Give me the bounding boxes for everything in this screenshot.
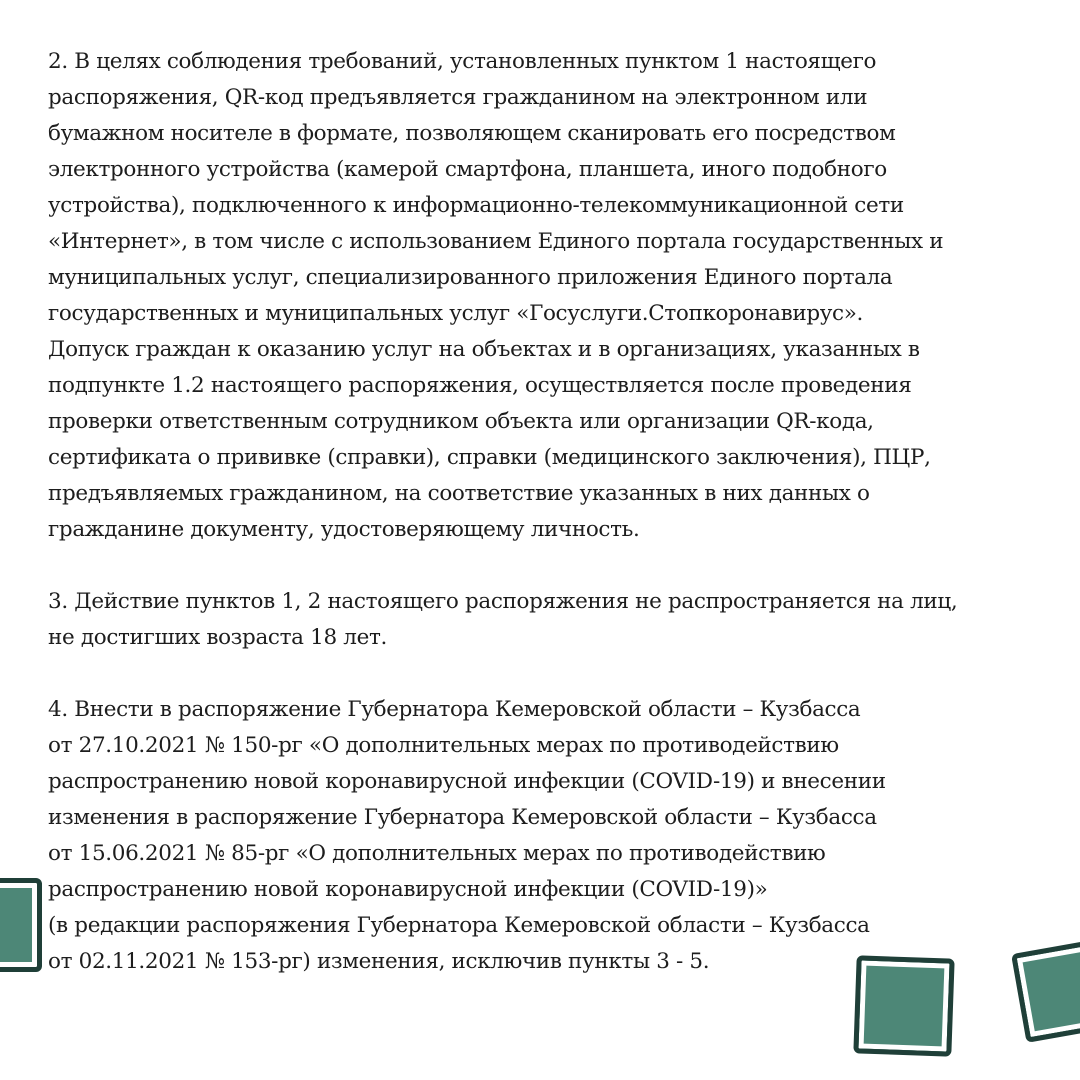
text-line: проверки ответственным сотрудником объекта или организации QR-кода, [48,409,874,434]
text-line: (в редакции распоряжения Губернатора Кемеровской области – Кузбасса [48,913,870,938]
decorative-square-right [1011,935,1080,1043]
text-line: предъявляемых гражданином, на соответствие указанных в них данных о [48,481,870,506]
text-line: гражданине документу, удостоверяющему личность. [48,517,640,542]
text-line: распространению новой коронавирусной инфекции (COVID-19) и внесении [48,769,886,794]
text-line: государственных и муниципальных услуг «Госуслуги.Стопкоронавирус». [48,301,864,326]
document-body [48,44,1058,1016]
paragraph-item-2 [48,44,1058,548]
text-line: бумажном носителе в формате, позволяющем сканировать его посредством [48,121,896,146]
text-line: изменения в распоряжение Губернатора Кемеровской области – Кузбасса [48,805,877,830]
text-line: от 15.06.2021 № 85-рг «О дополнительных мерах по противодействию [48,841,826,866]
paragraph-item-4 [48,692,1058,980]
text-line: Допуск граждан к оказанию услуг на объектах и в организациях, указанных в [48,337,920,362]
text-line: подпункте 1.2 настоящего распоряжения, осуществляется после проведения [48,373,912,398]
text-line: 2. В целях соблюдения требований, установленных пунктом 1 настоящего [48,49,877,74]
text-line: сертификата о прививке (справки), справки (медицинского заключения), ПЦР, [48,445,931,470]
text-line: «Интернет», в том числе с использованием Единого портала государственных и [48,229,944,254]
paragraph-item-3 [48,584,1058,656]
decorative-square-left [0,878,42,972]
text-line: 4. Внести в распоряжение Губернатора Кемеровской области – Кузбасса [48,697,861,722]
text-line: 3. Действие пунктов 1, 2 настоящего распоряжения не распространяется на лиц, [48,589,958,614]
text-line: от 02.11.2021 № 153-рг) изменения, исключив пункты 3 - 5. [48,949,710,974]
decorative-square-bottom [853,955,954,1056]
text-line: распространению новой коронавирусной инфекции (COVID-19)» [48,877,768,902]
text-line: распоряжения, QR-код предъявляется гражданином на электронном или [48,85,868,110]
text-line: устройства), подключенного к информационно-телекоммуникационной сети [48,193,904,218]
text-line: муниципальных услуг, специализированного приложения Единого портала [48,265,893,290]
text-line: электронного устройства (камерой смартфона, планшета, иного подобного [48,157,887,182]
text-line: не достигших возраста 18 лет. [48,625,387,650]
text-line: от 27.10.2021 № 150-рг «О дополнительных мерах по противодействию [48,733,839,758]
